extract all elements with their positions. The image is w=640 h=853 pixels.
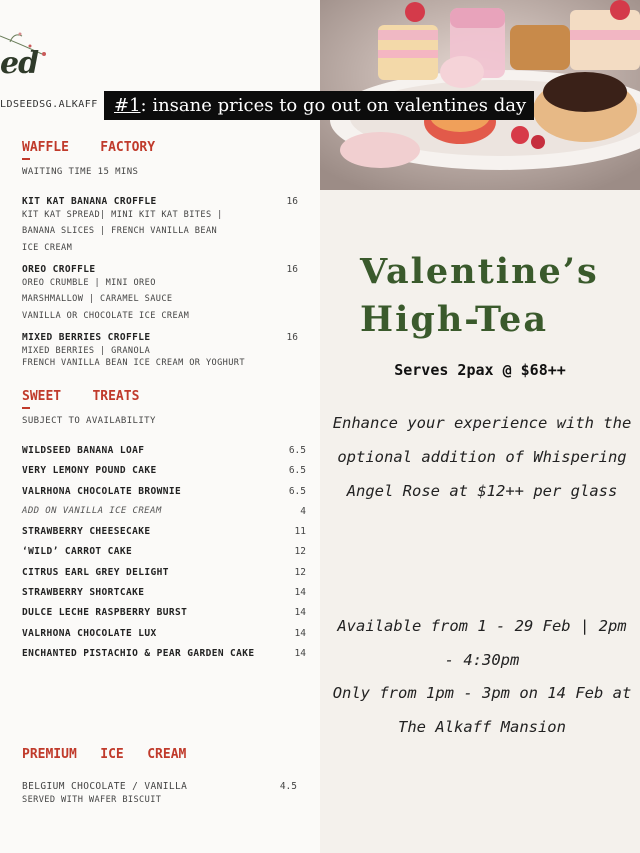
menu-item-desc: FRENCH VANILLA BEAN ICE CREAM OR YOGHURT xyxy=(22,358,245,368)
menu-item-desc: SERVED WITH WAFER BISCUIT xyxy=(22,795,162,805)
menu-item-name: MIXED BERRIES CROFFLE xyxy=(22,332,151,343)
serves-price: Serves 2pax @ $68++ xyxy=(394,361,566,379)
menu-item-name: DULCE LECHE RASPBERRY BURST xyxy=(22,607,188,618)
menu-item-price: 14 xyxy=(294,607,306,618)
menu-item-desc: VANILLA OR CHOCOLATE ICE CREAM xyxy=(22,311,190,321)
menu-item-price: 14 xyxy=(294,648,306,659)
logo-text: ed xyxy=(0,46,39,81)
premium-section-title: PREMIUM ICE CREAM xyxy=(22,747,187,762)
menu-item-desc: KIT KAT SPREAD| MINI KIT KAT BITES | xyxy=(22,210,223,220)
menu-item-desc: OREO CRUMBLE | MINI OREO xyxy=(22,278,156,288)
sweet-section-title: SWEET TREATS xyxy=(22,389,140,404)
menu-item-price: 11 xyxy=(294,526,306,537)
caption-banner xyxy=(104,91,534,120)
caption-text: : insane prices to go out on valentines day xyxy=(140,95,527,116)
menu-item-price: 16 xyxy=(286,264,298,275)
menu-item-price: 16 xyxy=(286,196,298,207)
promo-enhance-text: Enhance your experience with the optional addition of Whispering Angel Rose at $12++ per glass xyxy=(332,414,632,500)
menu-item-desc: ICE CREAM xyxy=(22,243,73,253)
section-divider xyxy=(22,158,30,160)
menu-item-name: STRAWBERRY SHORTCAKE xyxy=(22,587,145,598)
waffle-section-title: WAFFLE FACTORY xyxy=(22,140,156,155)
menu-item-price: 6.5 xyxy=(288,445,306,456)
caption-number: #1 xyxy=(114,95,141,116)
section-divider xyxy=(22,407,30,409)
menu-item-desc: MARSHMALLOW | CARAMEL SAUCE xyxy=(22,294,173,304)
promo-panel xyxy=(320,190,640,853)
menu-item-addon: ADD ON VANILLA ICE CREAM xyxy=(22,506,162,516)
promo-only-text: Only from 1pm - 3pm on 14 Feb at The Alkaff Mansion xyxy=(332,684,632,736)
menu-item-name: OREO CROFFLE xyxy=(22,264,96,275)
menu-item-price: 4 xyxy=(300,506,306,517)
menu-item-desc: BANANA SLICES | FRENCH VANILLA BEAN xyxy=(22,226,218,236)
menu-item-price: 6.5 xyxy=(288,465,306,476)
waffle-subtitle: WAITING TIME 15 MINS xyxy=(22,167,139,177)
menu-item-price: 14 xyxy=(294,628,306,639)
menu-item-name: STRAWBERRY CHEESECAKE xyxy=(22,526,151,537)
menu-item-name: VERY LEMONY POUND CAKE xyxy=(22,465,157,476)
promo-title xyxy=(360,248,630,344)
menu-item-price: 16 xyxy=(286,332,298,343)
menu-item-price: 12 xyxy=(294,567,306,578)
menu-item-price: 4.5 xyxy=(279,781,297,792)
menu-item-name: ‘WILD’ CARROT CAKE xyxy=(22,546,133,557)
menu-item-name: KIT KAT BANANA CROFFLE xyxy=(22,196,157,207)
promo-title-line-1: Valentine’s xyxy=(360,251,599,292)
menu-item-name: BELGIUM CHOCOLATE / VANILLA xyxy=(22,781,188,792)
menu-item-price: 12 xyxy=(294,546,306,557)
promo-title-line-2: High-Tea xyxy=(360,299,548,340)
menu-item-name: VALRHONA CHOCOLATE LUX xyxy=(22,628,157,639)
menu-item-name: CITRUS EARL GREY DELIGHT xyxy=(22,567,169,578)
instagram-handle: LDSEEDSG.ALKAFF xyxy=(0,99,98,110)
sweet-subtitle: SUBJECT TO AVAILABILITY xyxy=(22,416,156,426)
menu-item-desc: MIXED BERRIES | GRANOLA xyxy=(22,346,151,356)
menu-item-price: 14 xyxy=(294,587,306,598)
menu-item-name: ENCHANTED PISTACHIO & PEAR GARDEN CAKE xyxy=(22,648,255,659)
menu-item-name: WILDSEED BANANA LOAF xyxy=(22,445,145,456)
menu-item-price: 6.5 xyxy=(288,486,306,497)
promo-availability-text: Available from 1 - 29 Feb | 2pm - 4:30pm xyxy=(337,617,627,669)
menu-item-name: VALRHONA CHOCOLATE BROWNIE xyxy=(22,486,182,497)
